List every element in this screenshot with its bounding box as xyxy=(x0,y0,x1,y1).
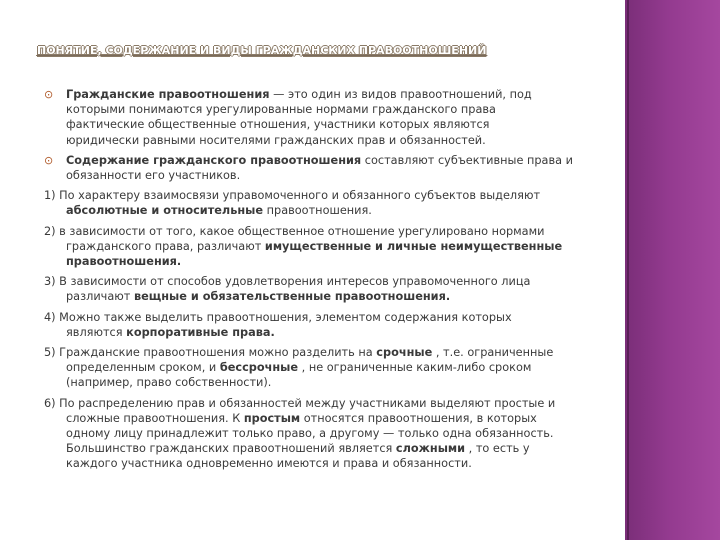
paragraph-2 xyxy=(44,224,599,270)
para-text: каждого участника одновременно имеются и права и обязанности. xyxy=(66,457,472,471)
bullet-text: — это один из видов правоотношений, под xyxy=(269,88,532,101)
term-relations: правоотношения. xyxy=(66,255,182,269)
para-text: гражданского права, различают xyxy=(66,239,265,253)
para-text: различают xyxy=(66,290,134,304)
para-text: одному лицу принадлежит только право, а другому — только одна обязанность. xyxy=(66,427,554,441)
band-divider xyxy=(627,0,629,540)
para-text: 6) По распределению прав и обязанностей между участниками выделяют простые и xyxy=(44,396,556,410)
paragraph-6 xyxy=(44,396,599,472)
term-real-obligatory: вещные и обязательственные правоотношения. xyxy=(133,290,451,304)
bullet-item-civil-relations xyxy=(44,87,599,148)
para-text: 2) в зависимости от того, какое общественное отношение урегулировано нормами xyxy=(44,224,545,238)
term-corporate-rights: корпоративные права. xyxy=(126,325,275,339)
para-text: (например, право собственности). xyxy=(66,376,272,390)
para-text: определенным сроком, и xyxy=(66,361,220,375)
slide-title: ПОНЯТИЕ, СОДЕРЖАНИЕ И ВИДЫ ГРАЖДАНСКИХ ПРАВООТНОШЕНИЙ xyxy=(37,44,487,57)
bullet-text: юридически равными носителями гражданских прав и обязанностей. xyxy=(66,133,486,147)
para-text: , не ограниченные каким-либо сроком xyxy=(298,361,532,375)
term-simple: простым xyxy=(243,411,301,425)
bullet-item-content xyxy=(44,153,599,183)
circle-bullet-icon: ⊙ xyxy=(44,153,54,167)
paragraph-3 xyxy=(44,274,599,304)
decorative-side-band xyxy=(625,0,720,540)
bullet-text: составляют субъективные права и xyxy=(361,153,573,167)
circle-bullet-icon: ⊙ xyxy=(44,88,54,101)
para-text: 3) В зависимости от способов удовлетворения интересов управомоченного лица xyxy=(44,275,531,289)
para-text: правоотношения. xyxy=(263,204,372,218)
para-text: Большинство гражданских правоотношений является xyxy=(66,442,396,456)
bullet-text: обязанности его участников. xyxy=(66,169,241,183)
paragraph-1 xyxy=(44,188,599,218)
bullet-text: фактические общественные отношения, участники которых являются xyxy=(66,118,490,132)
para-text: 5) Гражданские правоотношения можно разделить на xyxy=(44,346,377,360)
para-text: 4) Можно также выделить правоотношения, элементом содержания которых xyxy=(44,310,512,324)
slide-content xyxy=(44,87,599,477)
para-text: относятся правоотношения, в которых xyxy=(300,411,537,425)
term-property-personal: имущественные и личные неимущественные xyxy=(264,239,563,253)
term-indefinite: бессрочные xyxy=(219,361,299,375)
term-absolute-relative: абсолютные и относительные xyxy=(66,204,264,218)
paragraph-4 xyxy=(44,310,599,340)
para-text: сложные правоотношения. К xyxy=(66,411,244,425)
para-text: , т.е. ограниченные xyxy=(432,346,554,360)
term-fixed-term: срочные xyxy=(376,346,433,360)
bullet-text: которыми понимаются урегулированные нормами гражданского права xyxy=(66,103,496,117)
term-civil-relations: Гражданские правоотношения xyxy=(66,88,270,101)
paragraph-5 xyxy=(44,345,599,391)
term-complex: сложными xyxy=(395,442,466,456)
para-text: , то есть у xyxy=(465,442,530,456)
term-content: Содержание гражданского правоотношения xyxy=(66,153,362,167)
para-text: являются xyxy=(66,325,127,339)
para-text: 1) По характеру взаимосвязи управомоченного и обязанного субъектов выделяют xyxy=(44,189,541,203)
